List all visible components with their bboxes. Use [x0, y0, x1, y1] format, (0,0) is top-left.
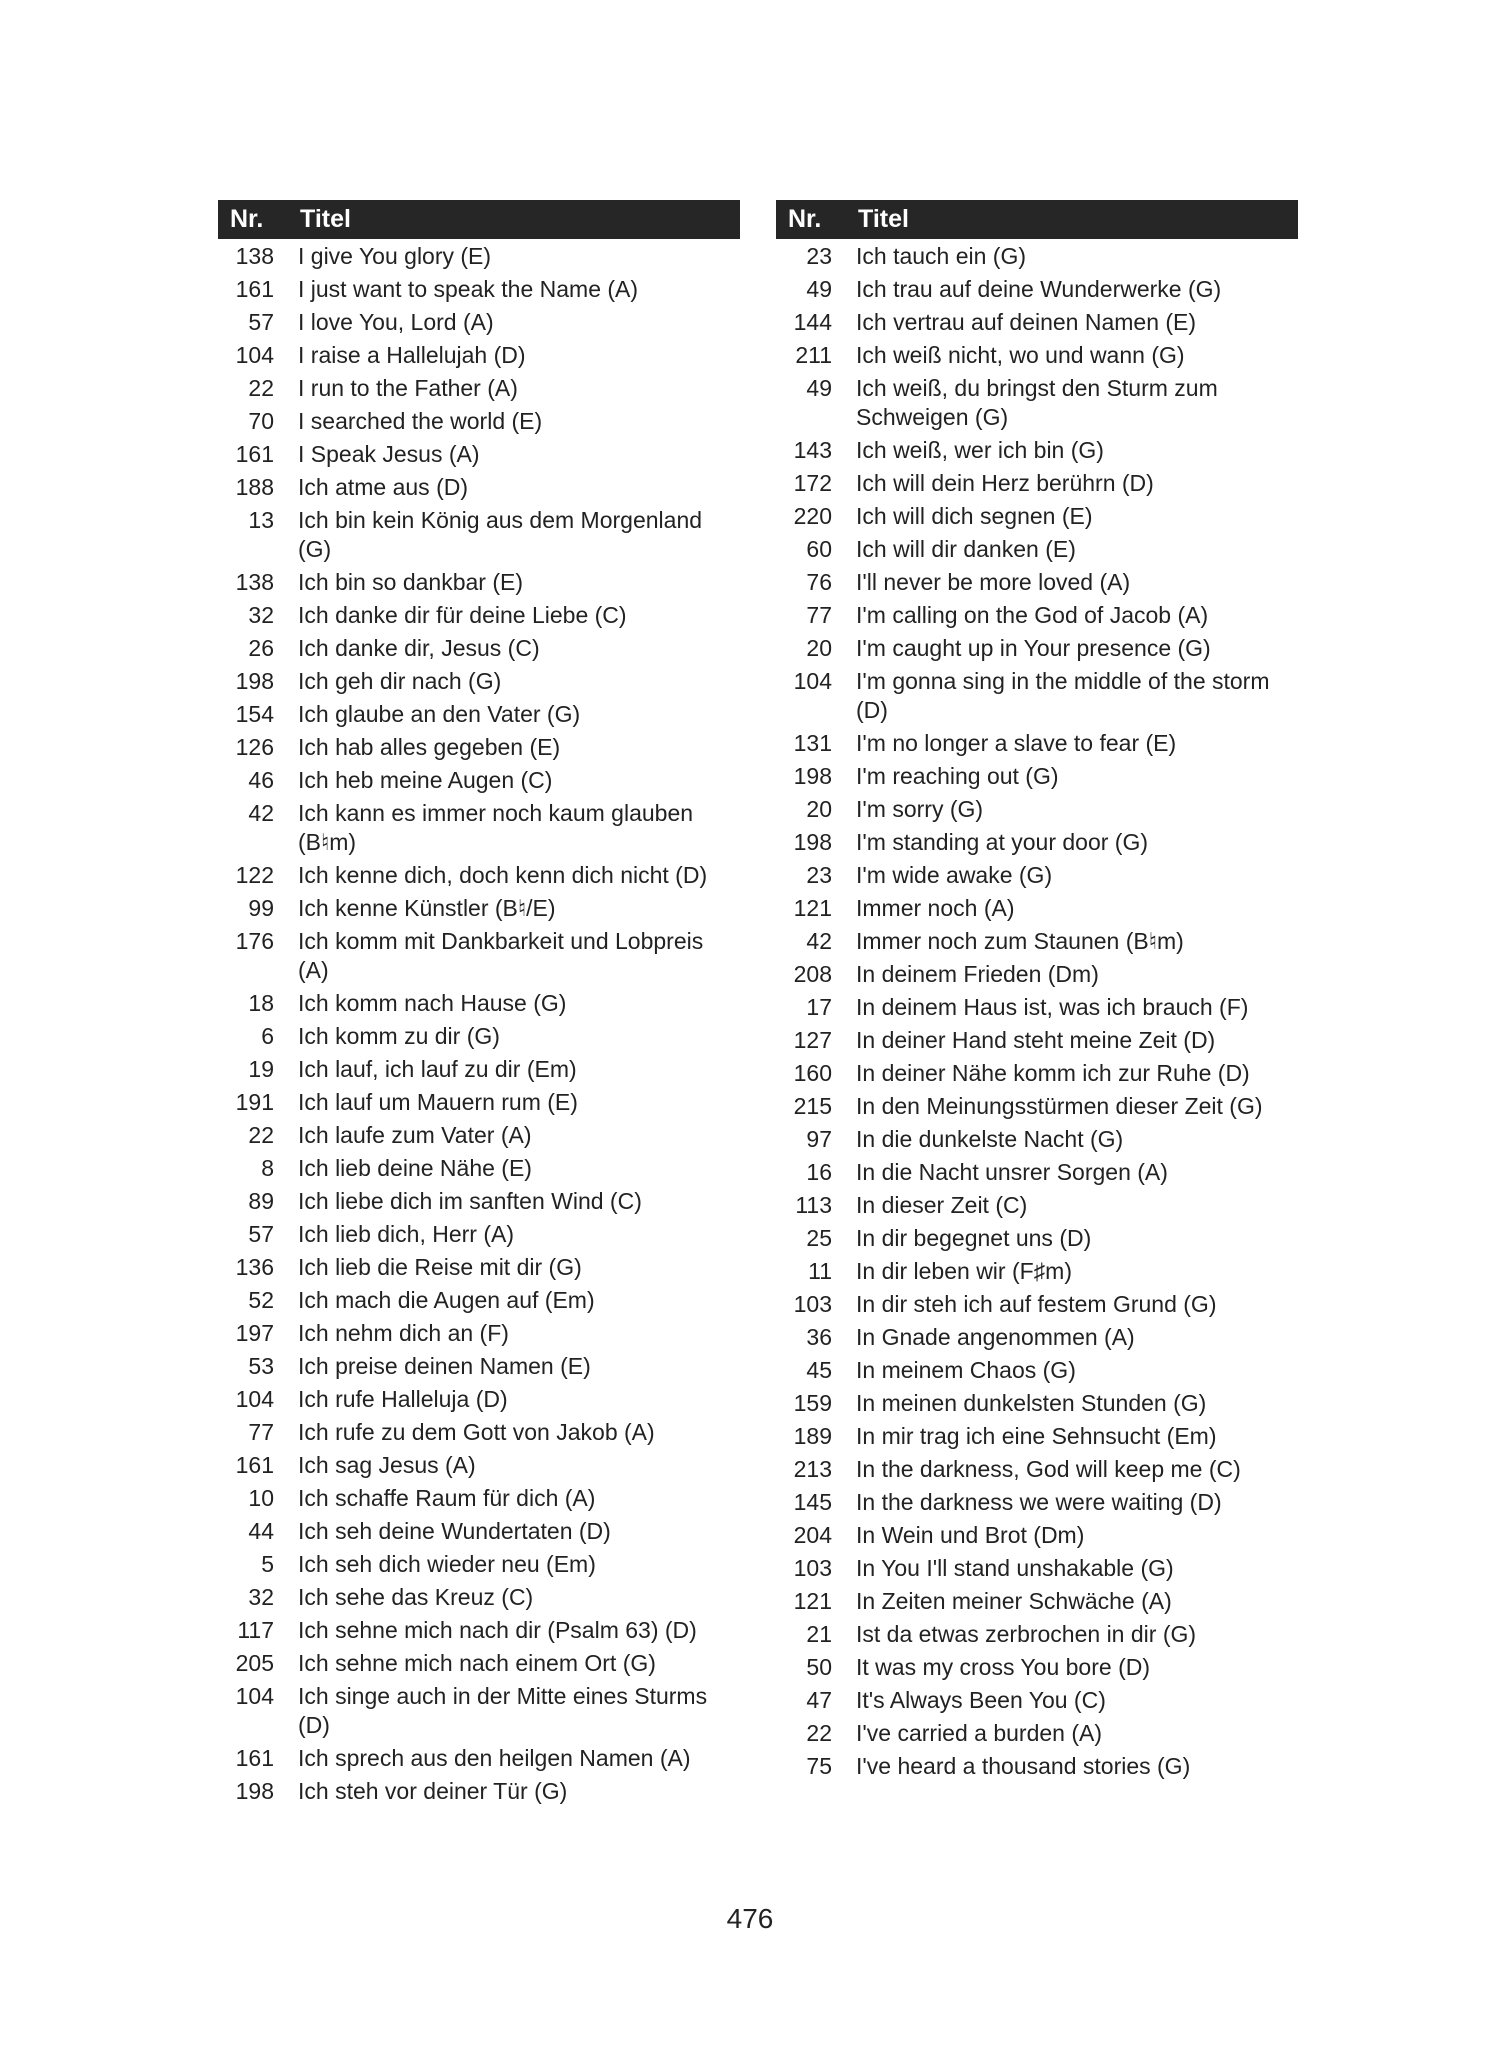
index-entry: [218, 1154, 740, 1187]
index-entry: [776, 275, 1298, 308]
song-number: 161: [235, 441, 274, 467]
song-number: 32: [248, 602, 274, 628]
song-number: 122: [235, 862, 274, 888]
index-entry: [218, 601, 740, 634]
song-title: In dir begegnet uns (D): [856, 1225, 1092, 1251]
index-entry: [218, 506, 740, 568]
song-number: 191: [235, 1089, 274, 1115]
song-number: 104: [235, 1386, 274, 1412]
song-number: 22: [248, 375, 274, 401]
song-title: Ich rufe Halleluja (D): [298, 1386, 508, 1412]
index-entry: [218, 308, 740, 341]
song-number: 70: [248, 408, 274, 434]
song-number: 204: [793, 1522, 832, 1548]
song-title: Ich liebe dich im sanften Wind (C): [298, 1188, 642, 1214]
index-entry: [218, 1418, 740, 1451]
song-title: I'm caught up in Your presence (G): [856, 635, 1211, 661]
song-title: Ich weiß, du bringst den Sturm zum Schweigen (G): [856, 375, 1218, 430]
song-title: Ich sprech aus den heilgen Namen (A): [298, 1745, 691, 1771]
index-entry: [776, 1389, 1298, 1422]
song-number: 20: [806, 796, 832, 822]
song-number: 104: [793, 668, 832, 694]
song-number: 23: [806, 862, 832, 888]
index-entry: [776, 1356, 1298, 1389]
song-number: 44: [248, 1518, 274, 1544]
song-number: 136: [235, 1254, 274, 1280]
song-title: Ich tauch ein (G): [856, 243, 1027, 269]
index-entry: [776, 861, 1298, 894]
song-title: Ich komm zu dir (G): [298, 1023, 500, 1049]
index-entry: [776, 308, 1298, 341]
index-entry: [218, 1121, 740, 1154]
song-title: Ich kenne Künstler (B♮/E): [298, 895, 556, 921]
song-number: 45: [806, 1357, 832, 1383]
index-entry: [776, 993, 1298, 1026]
song-number: 188: [235, 474, 274, 500]
index-entry: [776, 1554, 1298, 1587]
index-entry: [776, 1191, 1298, 1224]
song-number: 144: [793, 309, 832, 335]
song-number: 17: [806, 994, 832, 1020]
index-entry: [776, 1587, 1298, 1620]
song-title: Ich bin kein König aus dem Morgenland (G): [298, 507, 703, 562]
song-title: I'm standing at your door (G): [856, 829, 1149, 855]
song-title: In Zeiten meiner Schwäche (A): [856, 1588, 1172, 1614]
index-entry: [218, 275, 740, 308]
song-number: 104: [235, 342, 274, 368]
header-title: Titel: [858, 205, 909, 233]
song-number: 32: [248, 1584, 274, 1610]
song-title: Ich schaffe Raum für dich (A): [298, 1485, 596, 1511]
song-title: In meinen dunkelsten Stunden (G): [856, 1390, 1207, 1416]
song-number: 8: [261, 1155, 274, 1181]
song-title: Ich danke dir, Jesus (C): [298, 635, 540, 661]
index-entry: [776, 568, 1298, 601]
song-number: 208: [793, 961, 832, 987]
song-title: Ich lieb deine Nähe (E): [298, 1155, 532, 1181]
column-header: [218, 200, 740, 239]
song-number: 127: [793, 1027, 832, 1053]
index-entry: [218, 733, 740, 766]
song-number: 16: [806, 1159, 832, 1185]
song-number: 197: [235, 1320, 274, 1346]
song-number: 213: [793, 1456, 832, 1482]
song-number: 117: [237, 1617, 274, 1643]
song-number: 103: [793, 1291, 832, 1317]
index-entry: [218, 861, 740, 894]
song-title: Ich lieb dich, Herr (A): [298, 1221, 515, 1247]
song-number: 97: [806, 1126, 832, 1152]
song-title: In You I'll stand unshakable (G): [856, 1555, 1174, 1581]
index-entry: [218, 1352, 740, 1385]
song-number: 103: [793, 1555, 832, 1581]
index-entry: [776, 667, 1298, 729]
song-number: 42: [806, 928, 832, 954]
index-entry: [218, 1319, 740, 1352]
index-column-left: [218, 200, 740, 1810]
song-number: 13: [248, 507, 274, 533]
song-number: 20: [806, 635, 832, 661]
index-entry: [776, 762, 1298, 795]
song-number: 77: [248, 1419, 274, 1445]
song-title: In meinem Chaos (G): [856, 1357, 1076, 1383]
song-title: Ich komm nach Hause (G): [298, 990, 567, 1016]
song-number: 121: [793, 895, 832, 921]
song-title: In the darkness, God will keep me (C): [856, 1456, 1241, 1482]
index-entry: [776, 1059, 1298, 1092]
index-entry: [776, 535, 1298, 568]
song-number: 47: [806, 1687, 832, 1713]
song-number: 57: [248, 309, 274, 335]
index-entry: [776, 341, 1298, 374]
index-entry: [776, 1521, 1298, 1554]
song-title: Ich will dein Herz berührn (D): [856, 470, 1154, 496]
song-number: 161: [235, 276, 274, 302]
index-entry: [218, 1777, 740, 1810]
song-title: Ich seh deine Wundertaten (D): [298, 1518, 611, 1544]
song-number: 145: [793, 1489, 832, 1515]
song-title: In Wein und Brot (Dm): [856, 1522, 1085, 1548]
song-title: Ich nehm dich an (F): [298, 1320, 509, 1346]
song-title: In dieser Zeit (C): [856, 1192, 1028, 1218]
song-number: 19: [248, 1056, 274, 1082]
index-entry: [776, 960, 1298, 993]
song-title: Ich laufe zum Vater (A): [298, 1122, 532, 1148]
index-entry: [218, 1616, 740, 1649]
song-title: Ich atme aus (D): [298, 474, 468, 500]
song-number: 121: [793, 1588, 832, 1614]
song-number: 57: [248, 1221, 274, 1247]
song-title: I'm calling on the God of Jacob (A): [856, 602, 1209, 628]
song-number: 172: [793, 470, 832, 496]
song-number: 198: [235, 668, 274, 694]
song-title: I'm gonna sing in the middle of the storm (D): [856, 668, 1270, 723]
song-title: I'll never be more loved (A): [856, 569, 1131, 595]
index-entry: [218, 1744, 740, 1777]
song-title: Immer noch (A): [856, 895, 1015, 921]
song-number: 113: [795, 1192, 832, 1218]
song-number: 6: [261, 1023, 274, 1049]
song-title: In deiner Hand steht meine Zeit (D): [856, 1027, 1216, 1053]
index-entry: [776, 469, 1298, 502]
song-title: In deiner Nähe komm ich zur Ruhe (D): [856, 1060, 1250, 1086]
song-title: I run to the Father (A): [298, 375, 518, 401]
song-number: 176: [235, 928, 274, 954]
index-entry: [218, 242, 740, 275]
song-number: 5: [261, 1551, 274, 1577]
song-title: In den Meinungsstürmen dieser Zeit (G): [856, 1093, 1263, 1119]
song-title: Ich sehne mich nach dir (Psalm 63) (D): [298, 1617, 697, 1643]
song-title: In Gnade angenommen (A): [856, 1324, 1135, 1350]
index-entry: [776, 1653, 1298, 1686]
song-title: Ich sehe das Kreuz (C): [298, 1584, 534, 1610]
song-title: Ich preise deinen Namen (E): [298, 1353, 591, 1379]
index-entry: [218, 927, 740, 989]
song-number: 104: [235, 1683, 274, 1709]
song-number: 50: [806, 1654, 832, 1680]
song-number: 159: [793, 1390, 832, 1416]
song-title: Ich glaube an den Vater (G): [298, 701, 581, 727]
song-title: Ich hab alles gegeben (E): [298, 734, 561, 760]
song-number: 23: [806, 243, 832, 269]
index-entry: [776, 601, 1298, 634]
song-number: 143: [793, 437, 832, 463]
song-number: 161: [235, 1745, 274, 1771]
song-number: 77: [806, 602, 832, 628]
header-number: Nr.: [788, 205, 822, 233]
song-title: I'm reaching out (G): [856, 763, 1059, 789]
song-title: I Speak Jesus (A): [298, 441, 480, 467]
index-entry: [218, 766, 740, 799]
index-entry: [776, 1125, 1298, 1158]
song-title: I've heard a thousand stories (G): [856, 1753, 1191, 1779]
song-number: 11: [808, 1258, 832, 1284]
index-entry: [776, 242, 1298, 275]
song-title: Ich singe auch in der Mitte eines Sturms (D): [298, 1683, 708, 1738]
song-number: 220: [793, 503, 832, 529]
song-number: 211: [795, 342, 832, 368]
index-entry: [776, 1620, 1298, 1653]
song-title: In die dunkelste Nacht (G): [856, 1126, 1124, 1152]
song-number: 189: [793, 1423, 832, 1449]
header-title: Titel: [300, 205, 351, 233]
song-title: Ich lauf um Mauern rum (E): [298, 1089, 578, 1115]
song-number: 18: [248, 990, 274, 1016]
song-title: Ich danke dir für deine Liebe (C): [298, 602, 627, 628]
song-number: 205: [235, 1650, 274, 1676]
song-title: Ich weiß, wer ich bin (G): [856, 437, 1104, 463]
song-number: 49: [806, 276, 832, 302]
song-number: 154: [235, 701, 274, 727]
song-number: 198: [793, 763, 832, 789]
index-entry: [776, 1455, 1298, 1488]
index-entry: [218, 1682, 740, 1744]
index-entry: [776, 729, 1298, 762]
song-number: 21: [806, 1621, 832, 1647]
index-entry: [218, 700, 740, 733]
header-number: Nr.: [230, 205, 264, 233]
song-title: I'm no longer a slave to fear (E): [856, 730, 1177, 756]
song-number: 76: [806, 569, 832, 595]
song-number: 89: [248, 1188, 274, 1214]
index-entry: [218, 1055, 740, 1088]
song-number: 60: [806, 536, 832, 562]
song-number: 36: [806, 1324, 832, 1350]
song-title: Ist da etwas zerbrochen in dir (G): [856, 1621, 1197, 1647]
song-title: I just want to speak the Name (A): [298, 276, 639, 302]
index-entry: [776, 1158, 1298, 1191]
entry-list: [776, 242, 1298, 1785]
song-title: Ich trau auf deine Wunderwerke (G): [856, 276, 1222, 302]
index-entry: [218, 1385, 740, 1418]
index-entry: [218, 1550, 740, 1583]
index-entry: [218, 667, 740, 700]
song-title: In deinem Frieden (Dm): [856, 961, 1099, 987]
song-number: 99: [248, 895, 274, 921]
song-number: 160: [793, 1060, 832, 1086]
song-title: In dir steh ich auf festem Grund (G): [856, 1291, 1217, 1317]
index-entry: [218, 407, 740, 440]
song-title: Ich seh dich wieder neu (Em): [298, 1551, 596, 1577]
song-title: Ich will dich segnen (E): [856, 503, 1093, 529]
song-title: Ich heb meine Augen (C): [298, 767, 553, 793]
song-title: In dir leben wir (F♯m): [856, 1258, 1072, 1284]
song-title: I searched the world (E): [298, 408, 543, 434]
index-entry: [776, 1422, 1298, 1455]
song-number: 52: [248, 1287, 274, 1313]
song-number: 42: [248, 800, 274, 826]
index-entry: [776, 1719, 1298, 1752]
index-entry: [218, 894, 740, 927]
song-title: I've carried a burden (A): [856, 1720, 1103, 1746]
index-entry: [218, 568, 740, 601]
column-header: [776, 200, 1298, 239]
song-title: In mir trag ich eine Sehnsucht (Em): [856, 1423, 1217, 1449]
index-entry: [776, 1026, 1298, 1059]
index-entry: [776, 828, 1298, 861]
song-title: In the darkness we were waiting (D): [856, 1489, 1222, 1515]
song-number: 75: [806, 1753, 832, 1779]
index-entry: [218, 1484, 740, 1517]
song-title: It was my cross You bore (D): [856, 1654, 1150, 1680]
song-number: 126: [235, 734, 274, 760]
index-entry: [218, 1220, 740, 1253]
index-entry: [776, 1092, 1298, 1125]
song-number: 161: [235, 1452, 274, 1478]
song-title: Ich vertrau auf deinen Namen (E): [856, 309, 1197, 335]
page-number: 476: [726, 1903, 774, 1934]
index-entry: [776, 634, 1298, 667]
index-entry: [776, 1257, 1298, 1290]
song-title: Ich rufe zu dem Gott von Jakob (A): [298, 1419, 655, 1445]
song-title: Ich will dir danken (E): [856, 536, 1076, 562]
song-title: Ich bin so dankbar (E): [298, 569, 524, 595]
index-entry: [776, 927, 1298, 960]
index-entry: [776, 1752, 1298, 1785]
index-entry: [776, 795, 1298, 828]
song-title: Ich kenne dich, doch kenn dich nicht (D): [298, 862, 708, 888]
song-number: 10: [248, 1485, 274, 1511]
index-entry: [218, 374, 740, 407]
song-number: 46: [248, 767, 274, 793]
song-number: 198: [235, 1778, 274, 1804]
song-title: Ich sag Jesus (A): [298, 1452, 476, 1478]
song-title: I'm sorry (G): [856, 796, 984, 822]
index-entry: [776, 1488, 1298, 1521]
song-title: I give You glory (E): [298, 243, 492, 269]
index-entry: [218, 1451, 740, 1484]
song-number: 138: [235, 569, 274, 595]
song-title: It's Always Been You (C): [856, 1687, 1106, 1713]
song-number: 25: [806, 1225, 832, 1251]
index-entry: [776, 374, 1298, 436]
index-entry: [776, 894, 1298, 927]
song-number: 198: [793, 829, 832, 855]
song-title: Immer noch zum Staunen (B♮m): [856, 928, 1184, 954]
index-entry: [218, 341, 740, 374]
song-title: In deinem Haus ist, was ich brauch (F): [856, 994, 1249, 1020]
index-entry: [218, 1088, 740, 1121]
index-entry: [218, 1649, 740, 1682]
index-column-right: [776, 200, 1298, 1785]
index-entry: [218, 634, 740, 667]
index-entry: [776, 1224, 1298, 1257]
index-entry: [218, 1286, 740, 1319]
song-title: I raise a Hallelujah (D): [298, 342, 526, 368]
song-number: 215: [793, 1093, 832, 1119]
song-title: Ich sehne mich nach einem Ort (G): [298, 1650, 656, 1676]
index-entry: [776, 436, 1298, 469]
song-title: Ich weiß nicht, wo und wann (G): [856, 342, 1185, 368]
index-entry: [776, 1323, 1298, 1356]
index-entry: [776, 1290, 1298, 1323]
index-entry: [218, 440, 740, 473]
index-entry: [218, 1253, 740, 1286]
song-number: 49: [806, 375, 832, 401]
song-number: 131: [793, 730, 832, 756]
entry-list: [218, 242, 740, 1810]
song-number: 53: [248, 1353, 274, 1379]
index-entry: [218, 799, 740, 861]
index-entry: [218, 473, 740, 506]
song-title: Ich kann es immer noch kaum glauben (B♮m): [298, 800, 694, 855]
index-entry: [218, 1583, 740, 1616]
song-title: Ich steh vor deiner Tür (G): [298, 1778, 568, 1804]
index-entry: [218, 1022, 740, 1055]
song-title: In die Nacht unsrer Sorgen (A): [856, 1159, 1168, 1185]
index-entry: [218, 1187, 740, 1220]
song-title: Ich mach die Augen auf (Em): [298, 1287, 595, 1313]
song-number: 22: [806, 1720, 832, 1746]
song-title: Ich lauf, ich lauf zu dir (Em): [298, 1056, 577, 1082]
song-title: Ich geh dir nach (G): [298, 668, 502, 694]
song-number: 26: [248, 635, 274, 661]
song-number: 138: [235, 243, 274, 269]
index-entry: [776, 502, 1298, 535]
index-entry: [218, 989, 740, 1022]
song-title: Ich lieb die Reise mit dir (G): [298, 1254, 582, 1280]
song-number: 22: [248, 1122, 274, 1148]
song-title: Ich komm mit Dankbarkeit und Lobpreis (A): [298, 928, 704, 983]
index-entry: [776, 1686, 1298, 1719]
song-title: I'm wide awake (G): [856, 862, 1053, 888]
index-entry: [218, 1517, 740, 1550]
song-title: I love You, Lord (A): [298, 309, 494, 335]
